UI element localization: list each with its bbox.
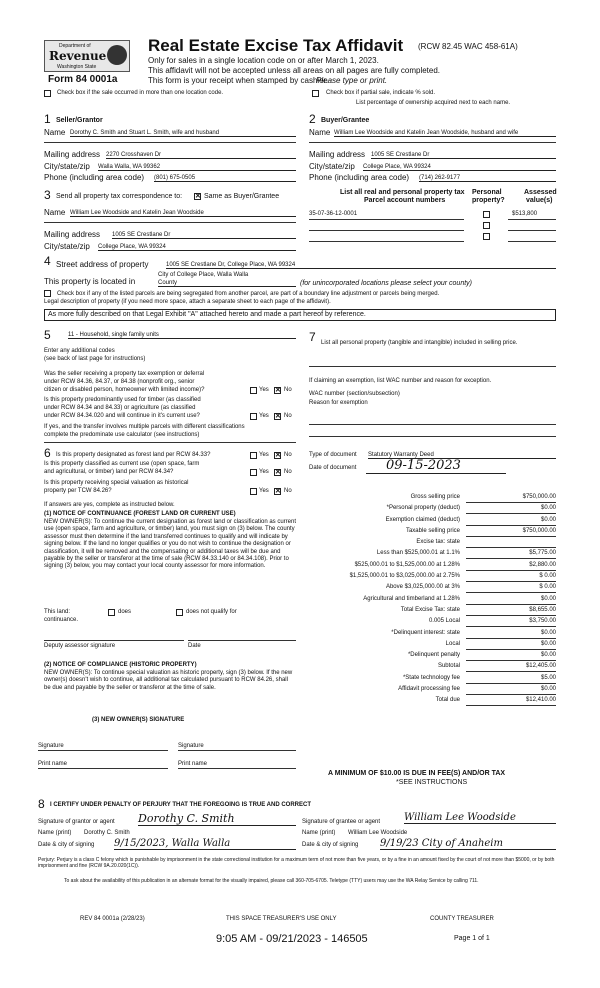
buyer-name-label: Name	[309, 128, 331, 137]
calc-row	[305, 595, 556, 606]
calc-label: Subtotal	[437, 663, 460, 670]
county-treasurer: COUNTY TREASURER	[430, 916, 494, 922]
sec6-q2b: and agricultural, or timber) land per RCW 84.34?	[44, 469, 174, 475]
sec5-num: 5	[44, 328, 51, 342]
notice2-text: NEW OWNER(S): To continue special valuation as historic property, sign (3) below. If the new owner(s) doesn't wish to continue, all additional tax calculated pursuant to RCW 84.26, shall be due and payable by the seller or transferor at the time of sale.	[44, 670, 293, 691]
calc-value[interactable]: $0.00	[466, 505, 556, 514]
sec6-q3-no: No	[284, 488, 292, 494]
sec5-q1b: under RCW 84.36, 84.37, or 84.38 (nonprofit org., senior	[44, 379, 195, 385]
calc-label: Total due	[435, 697, 460, 704]
calc-label: Less than $525,000.01 at 1.1%	[376, 550, 460, 557]
buyer-city-field[interactable]: College Place, WA 99324	[363, 164, 556, 171]
logo-line1: Department of	[59, 43, 91, 49]
calc-value[interactable]: $8,655.00	[466, 607, 556, 616]
treasurer-use: THIS SPACE TREASURER'S USE ONLY	[226, 916, 337, 922]
land-doesnot-label: does not qualify for	[186, 609, 237, 615]
parcel-number[interactable]: 35-07-36-12-0001	[309, 211, 358, 217]
calc-row	[305, 606, 556, 617]
calc-label: Gross selling price	[410, 494, 460, 500]
street-label: Street address of property	[56, 260, 149, 269]
sec6-q3-yes-checkbox[interactable]	[250, 488, 257, 495]
calc-row	[305, 561, 556, 572]
sec8-num: 8	[38, 797, 45, 811]
calc-value[interactable]: $0.00	[466, 517, 556, 526]
calc-value[interactable]: $3,750.00	[466, 618, 556, 627]
doc-date-label: Date of document	[309, 465, 357, 471]
located-in-city[interactable]: City of College Place, Walla Walla	[158, 272, 249, 278]
calc-value[interactable]: $12,405.00	[466, 663, 556, 672]
taxcorr-label: Send all property tax correspondence to:	[56, 193, 183, 200]
seller-heading: Seller/Grantor	[56, 117, 103, 124]
receipt-stamp: 9:05 AM - 09/21/2023 - 146505	[216, 933, 368, 945]
calc-value[interactable]: $5,775.00	[466, 550, 556, 559]
buyer-heading: Buyer/Grantee	[321, 117, 370, 124]
form-title: Real Estate Excise Tax Affidavit	[148, 36, 404, 55]
parcels-h2: Parcel account numbers	[364, 197, 446, 204]
taxcorr-num: 3	[44, 188, 51, 202]
deputy-date-label: Date	[188, 643, 201, 649]
logo-line3: Washington State	[57, 64, 97, 70]
seller-city-field[interactable]: Walla Walla, WA 99362	[98, 164, 296, 171]
calc-label: Excise tax: state	[416, 539, 460, 546]
calc-row	[305, 617, 556, 628]
sec5-q3b: complete the predominate use calculator (see instructions)	[44, 432, 200, 438]
sec6-q1-yes: Yes	[259, 452, 269, 458]
calc-value[interactable]: $0.00	[466, 630, 556, 639]
legal-desc-label: Legal description of property (if you need more space, attach a separate sheet to each page of the affidavit).	[44, 299, 331, 305]
taxcorr-name-label: Name	[44, 208, 66, 217]
calc-value[interactable]: $2,880.00	[466, 562, 556, 571]
calc-label: $1,525,000.01 to $3,025,000.00 at 2.75%	[349, 573, 460, 580]
sec5-q1-yes: Yes	[259, 387, 269, 393]
sec6-num: 6	[44, 446, 51, 460]
tax-calc-table	[305, 493, 556, 708]
calc-label: $525,000.01 to $1,525,000.00 at 1.28%	[354, 561, 460, 568]
grantor-date[interactable]: 9/15/2023, Walla Walla	[114, 838, 296, 850]
sec7-num: 7	[309, 330, 316, 344]
grantor-date-label: Date & city of signing	[38, 842, 95, 848]
calc-row	[305, 662, 556, 673]
land-doesnot-checkbox[interactable]	[176, 609, 183, 616]
calc-row	[305, 651, 556, 662]
located-in-note: (for unincorporated locations please select your county)	[300, 280, 472, 287]
assessed-value[interactable]: $513,800	[512, 211, 538, 217]
sec5-q2b: under RCW 84.34 and 84.33) or agriculture (as classified	[44, 405, 196, 411]
taxcorr-city-label: City/state/zip	[44, 242, 90, 251]
revenue-logo	[44, 40, 130, 72]
calc-value[interactable]: $ 0.00	[466, 573, 556, 582]
calc-row	[305, 538, 556, 549]
calc-row	[305, 640, 556, 651]
sec6-q3-no-checkbox[interactable]: ✕	[275, 488, 281, 495]
grantor-name[interactable]: Dorothy C. Smith	[84, 830, 130, 836]
seller-addr-field[interactable]: 2270 Crosshaven Dr	[106, 152, 296, 159]
sec5-q2a: Is this property predominantly used for timber (as classified	[44, 397, 201, 403]
seller-num: 1	[44, 112, 51, 126]
taxcorr-addr-label: Mailing address	[44, 230, 101, 239]
buyer-phone-field[interactable]: (714) 262-9177	[419, 175, 556, 182]
partial-sale-checkbox[interactable]	[312, 90, 319, 97]
grantee-date[interactable]: 9/19/23 City of Anaheim	[380, 838, 556, 850]
sec6-q3a: Is this property receiving special valuation as historical	[44, 480, 189, 486]
sec5-q1-no: No	[284, 387, 292, 393]
sec5-q1-no-checkbox[interactable]: ✕	[275, 387, 281, 394]
continuance-label: continuance.	[44, 617, 79, 623]
calc-row	[305, 696, 556, 707]
notice1-text: NEW OWNER(S): To continue the current designation as forest land or classification as current use (open space, farm and agriculture, or timber) land, you must sign on (3) below. The county assessor must then determine if the land transferred continues to qualify and will indicate by signing below. If the land no longer qualifies or you do not wish to continue the designation or classification, it will be removed and the compensating or additional taxes will be due and payable by the seller or transferor at the time of sale (RCW 84.33.140 or 84.34.108). Prior to signing (3) below, you may contact your local county assessor for more information.	[44, 519, 296, 570]
logo-emblem-icon	[107, 45, 127, 65]
rev-number: REV 84 0001a (2/28/23)	[80, 916, 145, 922]
grantee-date-label: Date & city of signing	[302, 842, 359, 848]
seller-name-label: Name	[44, 128, 66, 137]
calc-row	[305, 504, 556, 515]
located-in-label: This property is located in	[44, 277, 136, 286]
sec6-q2-no-checkbox[interactable]: ✕	[275, 469, 281, 476]
deputy-sig-label: Deputy assessor signature	[44, 643, 116, 649]
owner-print-label-1: Print name	[38, 761, 68, 767]
calc-label: *State technology fee	[402, 674, 460, 681]
grantor-signature[interactable]: Dorothy C. Smith	[138, 812, 296, 826]
calc-label: *Personal property (deduct)	[386, 505, 460, 512]
sec6-q1-no-checkbox[interactable]: ✕	[275, 452, 281, 459]
sec5-q3a: If yes, and the transfer involves multiple parcels with different classifications	[44, 424, 245, 430]
sec6-q1-yes-checkbox[interactable]	[250, 452, 257, 459]
land-does-label: does	[118, 609, 132, 615]
same-as-buyer-checkbox[interactable]: ✕	[195, 193, 201, 200]
calc-row	[305, 685, 556, 696]
sec5-l2: (see back of last page for instructions)	[44, 356, 146, 362]
calc-row	[305, 629, 556, 640]
calc-label: *Delinquent penalty	[407, 652, 460, 659]
personal-property-checkbox-1[interactable]	[483, 211, 490, 218]
location-num: 4	[44, 254, 51, 268]
sec5-q1-yes-checkbox[interactable]	[250, 387, 257, 394]
seller-name-field[interactable]: Dorothy C. Smith and Stuart L. Smith, wife and husband	[70, 130, 296, 137]
grantor-sig-label: Signature of grantor or agent	[38, 819, 115, 825]
calc-value[interactable]	[466, 539, 556, 548]
calc-label: 0.005 Local	[428, 618, 460, 625]
multi-location-label: Check box if the sale occurred in more than one location code.	[57, 90, 224, 96]
calc-label: Agricultural and timberland at 1.28%	[363, 595, 460, 602]
sec6-q1: Is this property designated as forest land per RCW 84.33?	[56, 452, 211, 458]
form-title-ref: (RCW 82.45 WAC 458-61A)	[418, 42, 518, 51]
sec6-q3b: property per TCW 84.26?	[44, 488, 112, 494]
seller-phone-field[interactable]: (801) 675-0505	[154, 175, 296, 182]
partial-note: List percentage of ownership acquired next to each name.	[356, 100, 511, 106]
sec5-q1a: Was the seller receiving a property tax exemption or deferral	[44, 371, 205, 377]
taxcorr-addr-field[interactable]: 1005 SE Crestlane Dr	[112, 232, 296, 239]
buyer-num: 2	[309, 112, 316, 126]
calc-row	[305, 527, 556, 538]
located-in-county[interactable]: County	[158, 280, 296, 287]
parcels-h6: value(s)	[526, 197, 553, 204]
buyer-name-field[interactable]: William Lee Woodside and Katelin Jean Woodside, husband and wife	[334, 130, 556, 137]
calc-row	[305, 516, 556, 527]
sec6-q2-yes: Yes	[259, 469, 269, 475]
calc-value[interactable]: $0.00	[466, 652, 556, 661]
calc-label: Affidavit processing fee	[398, 686, 460, 693]
sec6-q3-yes: Yes	[259, 488, 269, 494]
sec7-wac: WAC number (section/subsection)	[309, 391, 400, 397]
perjury-text: Perjury: Perjury is a class C felony which is punishable by imprisonment in the state correctional institution for a maximum term of not more than five years, or by a fine in an amount fixed by the court of not more than $5000, or by both imprisonment and fine (RCW 9A.20.020(1C)).	[38, 857, 555, 869]
segregated-checkbox[interactable]	[44, 290, 51, 297]
calc-row	[305, 674, 556, 685]
subtitle-1: Only for sales in a single location code on or after March 1, 2023.	[148, 56, 379, 65]
this-land-label: This land:	[44, 609, 71, 615]
buyer-addr-field[interactable]: 1005 SE Crestlane Dr	[371, 152, 556, 159]
parcels-h4: property?	[472, 197, 505, 204]
segregated-label: Check box if any of the listed parcels are being segregated from another parcel, are part of a boundary line adjustment or parcels being merged.	[57, 291, 440, 297]
parcels-h5: Assessed	[524, 189, 557, 196]
sec6-q2-no: No	[284, 469, 292, 475]
parcels-h1: List all real and personal property tax	[340, 189, 465, 196]
logo-line2: Revenue	[49, 49, 107, 63]
calc-label: *Delinquent interest: state	[391, 629, 460, 636]
notice2-heading: (2) NOTICE OF COMPLIANCE (HISTORIC PROPERTY)	[44, 662, 197, 668]
calc-value[interactable]: $750,000.00	[466, 494, 556, 503]
calc-row	[305, 549, 556, 560]
subtitle-3: This form is your receipt when stamped by cashier.	[148, 76, 329, 85]
owner-sig-label-1: Signature	[38, 743, 64, 749]
land-does-checkbox[interactable]	[108, 609, 115, 616]
calc-row	[305, 583, 556, 594]
calc-value[interactable]: $12,410.00	[466, 697, 556, 706]
calc-value[interactable]: $750,000.00	[466, 528, 556, 537]
multi-location-checkbox[interactable]	[44, 90, 51, 97]
calc-value[interactable]: $0.00	[466, 686, 556, 695]
street-field[interactable]: 1005 SE Crestlane Dr, College Place, WA 99324	[166, 262, 556, 269]
subtitle-3b: Please type or print.	[316, 76, 388, 85]
calc-value[interactable]: $0.00	[466, 596, 556, 605]
buyer-city-label: City/state/zip	[309, 162, 355, 171]
doc-type-label: Type of document	[309, 452, 357, 458]
taxcorr-city-field[interactable]: College Place, WA 99324	[98, 244, 296, 251]
owner-print-label-2: Print name	[178, 761, 208, 767]
calc-value[interactable]: $ 0.00	[466, 584, 556, 593]
calc-label: Above $3,025,000.00 at 3%	[385, 584, 460, 591]
sec6-q2-yes-checkbox[interactable]	[250, 469, 257, 476]
buyer-phone-label: Phone (including area code)	[309, 173, 410, 182]
partial-sale-label: Check box if partial sale, indicate % sold.	[326, 90, 436, 96]
sec6-q2a: Is this property classified as current use (open space, farm	[44, 461, 200, 467]
minimum-due: A MINIMUM OF $10.00 IS DUE IN FEE(S) AND/OR TAX	[328, 770, 506, 777]
calc-row	[305, 493, 556, 504]
parcels-h3: Personal	[472, 189, 502, 196]
buyer-addr-label: Mailing address	[309, 150, 366, 159]
personal-property-checkbox-2[interactable]	[483, 222, 490, 229]
personal-property-checkbox-3[interactable]	[483, 233, 490, 240]
sec5-l1: Enter any additional codes	[44, 348, 115, 354]
grantee-name-label: Name (print)	[302, 830, 336, 836]
seller-city-label: City/state/zip	[44, 162, 90, 171]
owner-sig-label-2: Signature	[178, 743, 204, 749]
calc-value[interactable]: $5.00	[466, 675, 556, 684]
calc-label: Local	[445, 640, 460, 647]
sec6-q1-no: No	[284, 452, 292, 458]
sec7-label: List all personal property (tangible and intangible) included in selling price.	[321, 340, 518, 346]
sec5-q1c: citizen or disabled person, homeowner with limited income)?	[44, 387, 205, 393]
grantee-sig-label: Signature of grantee or agent	[302, 819, 381, 825]
sec5-q2-yes: Yes	[259, 413, 269, 419]
seller-addr-label: Mailing address	[44, 150, 101, 159]
notice3-heading: (3) NEW OWNER(S) SIGNATURE	[92, 717, 185, 723]
form-number: Form 84 0001a	[48, 74, 118, 85]
sec5-q2-no: No	[284, 413, 292, 419]
sec7-reason: Reason for exemption	[309, 400, 368, 406]
grantee-signature[interactable]: William Lee Woodside	[404, 812, 556, 824]
calc-label: Total Excise Tax: state	[400, 606, 460, 613]
grantor-name-label: Name (print)	[38, 830, 72, 836]
sec6-ifyes: If answers are yes, complete as instructed below.	[44, 502, 175, 508]
seller-phone-label: Phone (including area code)	[44, 173, 145, 182]
calc-label: Exemption claimed (deduct)	[385, 516, 460, 523]
legal-desc-field[interactable]: As more fully described on that Legal Exhibit "A" attached hereto and made a part hereof by reference.	[44, 309, 556, 321]
taxcorr-name-field[interactable]: William Lee Woodside and Katelin Jean Woodside	[70, 210, 296, 217]
same-as-buyer-label: Same as Buyer/Grantee	[204, 193, 280, 200]
sec5-q2-no-checkbox[interactable]: ✕	[275, 413, 281, 420]
doc-type-field[interactable]: Statutory Warranty Deed	[368, 452, 556, 459]
sec5-q2c: under RCW 84.34.020 and will continue in it's current use?	[44, 413, 200, 419]
subtitle-2: This affidavit will not be accepted unless all areas on all pages are fully completed.	[148, 66, 441, 75]
see-instructions: *SEE INSTRUCTIONS	[396, 779, 468, 786]
sec5-q2-yes-checkbox[interactable]	[250, 413, 257, 420]
calc-label: Taxable selling price	[405, 527, 460, 534]
certify-text: I CERTIFY UNDER PENALTY OF PERJURY THAT THE FOREGOING IS TRUE AND CORRECT	[50, 802, 312, 808]
land-use-field[interactable]: 11 - Household, single family units	[68, 332, 296, 339]
calc-value[interactable]: $0.00	[466, 641, 556, 650]
sec7-exempt: If claiming an exemption, list WAC number and reason for exception.	[309, 378, 492, 384]
doc-date-field[interactable]: 09-15-2023	[366, 458, 506, 474]
notice1-heading: (1) NOTICE OF CONTINUANCE (FOREST LAND OR CURRENT USE)	[44, 511, 236, 517]
page-number: Page 1 of 1	[454, 935, 490, 942]
ada-text: To ask about the availability of this publication in an alternate format for the visually impaired, please call 360-705-6705. Teletype (TTY) users may use the WA Relay Service by calling 711.	[64, 878, 479, 884]
calc-row	[305, 572, 556, 583]
grantee-name[interactable]: William Lee Woodside	[348, 830, 408, 836]
